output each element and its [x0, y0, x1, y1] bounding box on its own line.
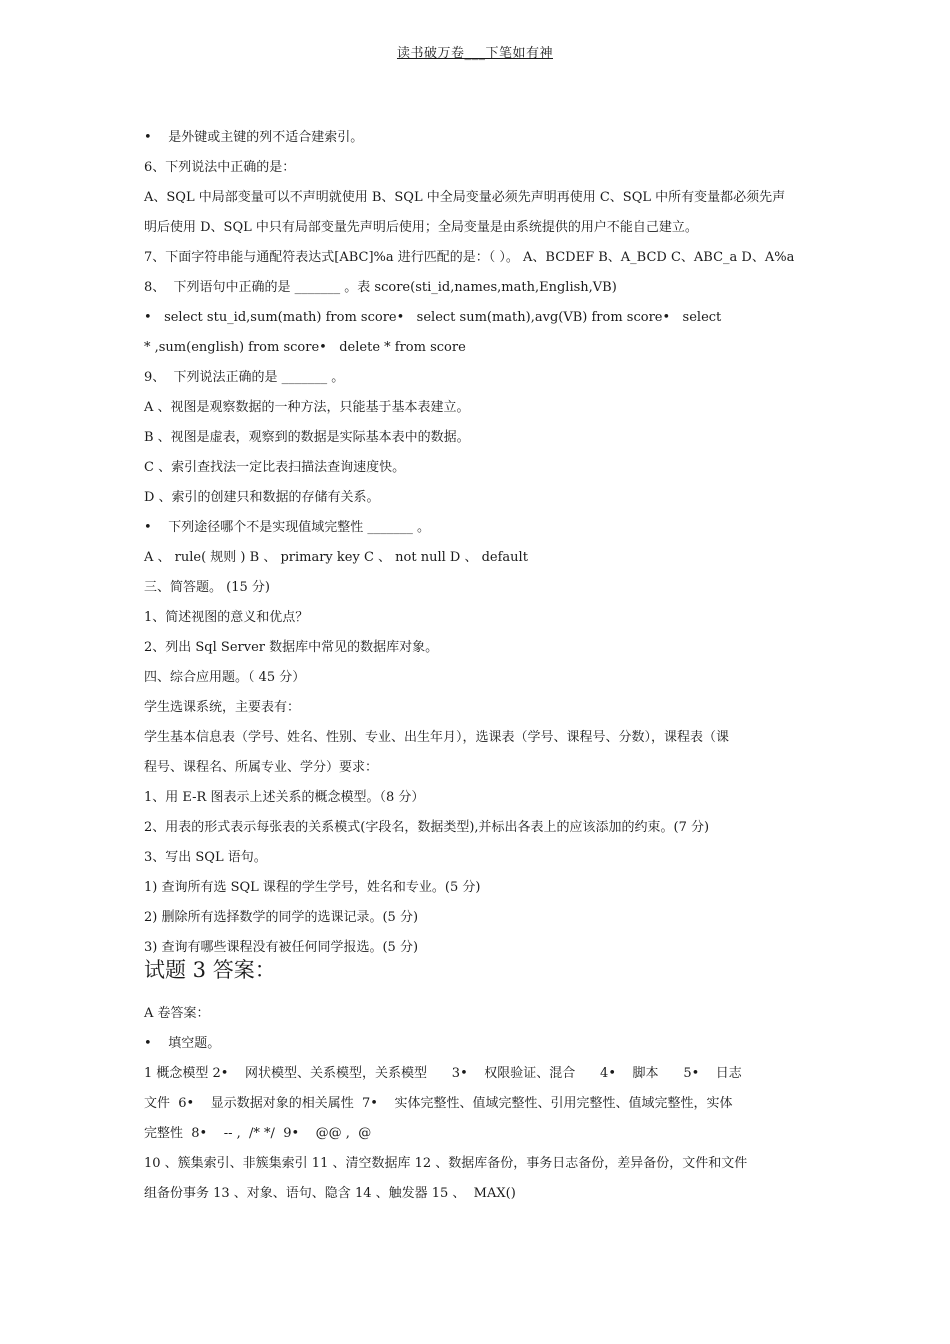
text-line: D 、索引的创建只和数据的存储有关系。 — [144, 490, 380, 505]
text-line: A 卷答案： — [144, 1006, 210, 1021]
text-line: 程号、课程名、所属专业、学分）要求： — [144, 760, 379, 775]
section-title: 三、简答题。 (15 分) — [144, 580, 270, 595]
page-header: 读书破万卷___下笔如有神 — [396, 46, 553, 61]
text-line: 10 、簇集索引、非簇集索引 11 、清空数据库 12 、数据库备份，事务日志备份，差异备份，文件和文件 — [144, 1156, 748, 1171]
text-line: 9、 下列说法正确的是 _______ 。 — [144, 370, 345, 385]
text-line: 6、下列说法中正确的是： — [144, 160, 296, 175]
text-line: 2、列出 Sql Server 数据库中常见的数据库对象。 — [144, 640, 439, 655]
text-line: 7、下面字符串能与通配符表达式[ABC]%a 进行匹配的是：（ ）。 A、BCDEF B、A_BCD C、ABC_a D、A%a — [144, 250, 795, 265]
answer-heading: 试题 3 答案： — [144, 958, 276, 982]
text-line: 1、简述视图的意义和优点？ — [144, 610, 309, 625]
text-line: * ,sum(english) from score• delete * from score — [144, 340, 466, 355]
text-line: 2、用表的形式表示每张表的关系模式(字段名，数据类型),并标出各表上的应该添加的约束。(7 分) — [144, 820, 710, 835]
text-line: 学生基本信息表（学号、姓名、性别、专业、出生年月），选课表（学号、课程号、分数），课程表（课 — [144, 730, 730, 745]
text-line: A、SQL 中局部变量可以不声明就使用 B、SQL 中全局变量必须先声明再使用 C、SQL 中所有变量都必须先声 — [144, 190, 786, 205]
section-title: 四、综合应用题。（ 45 分） — [144, 670, 306, 685]
text-line: 文件 6• 显示数据对象的相关属性 7• 实体完整性、值域完整性、引用完整性、值域完整性，实体 — [144, 1096, 733, 1111]
text-line: A 、 rule( 规则 ) B 、 primary key C 、 not null D 、 default — [144, 550, 528, 565]
text-line: 3) 查询有哪些课程没有被任何同学报选。(5 分) — [144, 940, 419, 955]
text-line: 1) 查询所有选 SQL 课程的学生学号，姓名和专业。(5 分) — [144, 880, 481, 895]
text-line: 完整性 8• -- , /* */ 9• @@ , @ — [144, 1126, 372, 1141]
text-line: 1 概念模型 2• 网状模型、关系模型，关系模型 3• 权限验证、混合 4• 脚本 5• 日志 — [144, 1066, 742, 1081]
text-line: C 、索引查找法一定比表扫描法查询速度快。 — [144, 460, 406, 475]
text-line: A 、视图是观察数据的一种方法，只能基于基本表建立。 — [144, 400, 470, 415]
text-line: • 填空题。 — [144, 1036, 221, 1051]
text-line: 3、写出 SQL 语句。 — [144, 850, 267, 865]
text-line: 组备份事务 13 、对象、语句、隐含 14 、触发器 15 、 MAX() — [144, 1186, 516, 1201]
text-line: 8、 下列语句中正确的是 _______ 。表 score(sti_id,names,math,English,VB) — [144, 280, 617, 295]
text-line: 1、用 E-R 图表示上述关系的概念模型。（8 分） — [144, 790, 425, 805]
text-line: • 是外键或主键的列不适合建索引。 — [144, 130, 364, 145]
text-line: • select stu_id,sum(math) from score• select sum(math),avg(VB) from score• select — [144, 310, 722, 325]
text-line: B 、视图是虚表，观察到的数据是实际基本表中的数据。 — [144, 430, 470, 445]
text-line: 学生选课系统，主要表有： — [144, 700, 301, 715]
text-line: • 下列途径哪个不是实现值域完整性 _______ 。 — [144, 520, 430, 535]
text-line: 2) 删除所有选择数学的同学的选课记录。(5 分) — [144, 910, 419, 925]
text-line: 明后使用 D、SQL 中只有局部变量先声明后使用；全局变量是由系统提供的用户不能自己建立。 — [144, 220, 698, 235]
